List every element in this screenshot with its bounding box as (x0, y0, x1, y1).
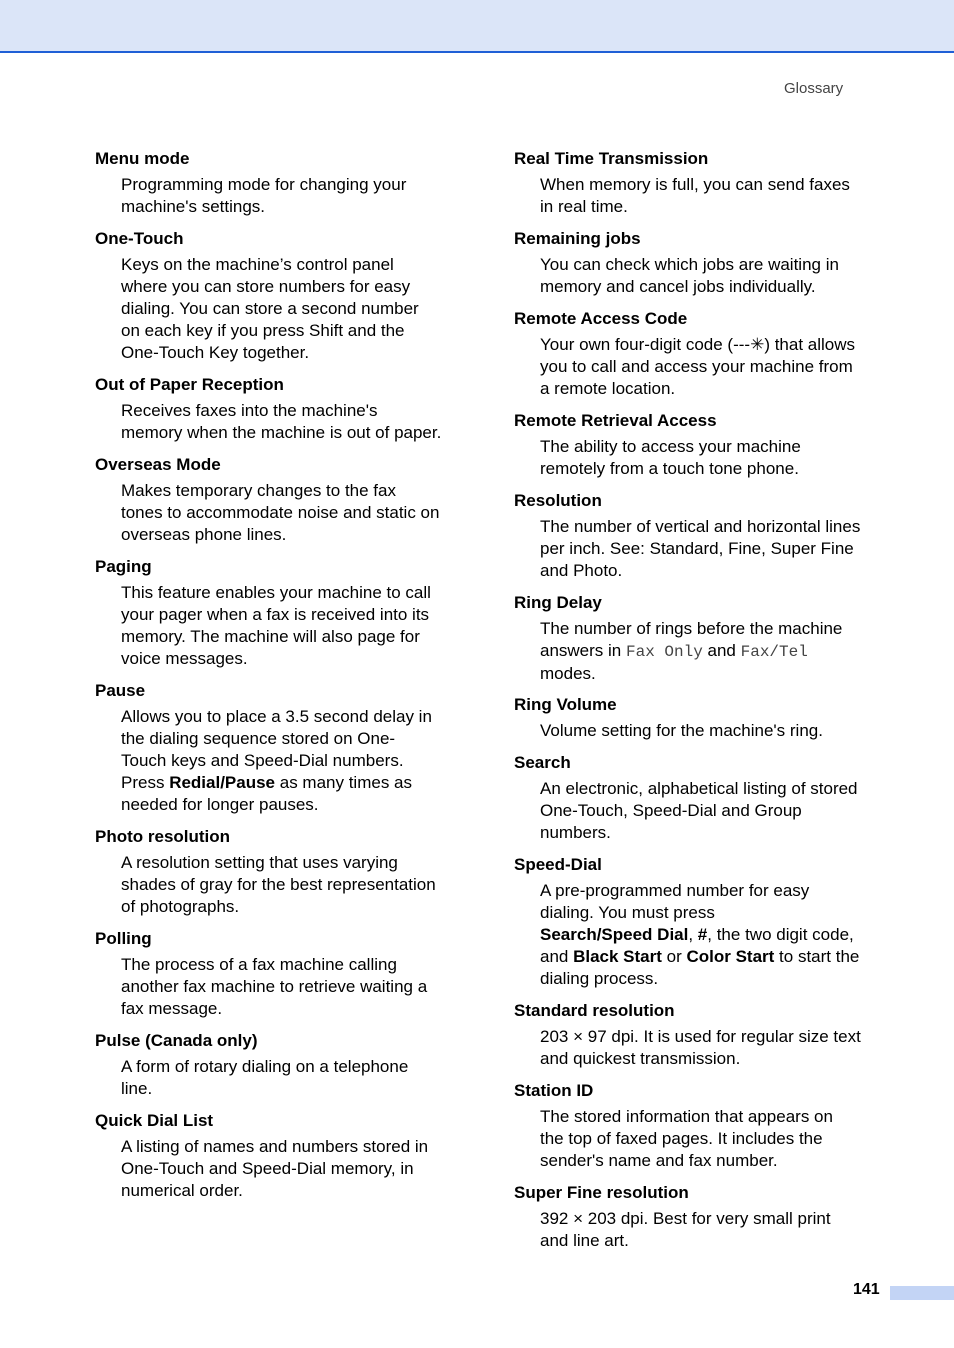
glossary-definition: A resolution setting that uses varying shades of gray for the best representation of photographs. (121, 853, 436, 916)
glossary-entry (514, 752, 884, 854)
glossary-column-left (95, 148, 465, 1202)
glossary-term: Search (514, 753, 571, 772)
glossary-entry (95, 680, 465, 826)
glossary-entry (514, 228, 884, 308)
glossary-definition: The number of vertical and horizontal lines per inch. See: Standard, Fine, Super Fine and Photo. (540, 517, 861, 580)
glossary-definition: You can check which jobs are waiting in memory and cancel jobs individually. (540, 255, 839, 296)
glossary-term: Remaining jobs (514, 229, 641, 248)
glossary-term: Real Time Transmission (514, 149, 709, 168)
glossary-entry (514, 1080, 884, 1182)
glossary-definition: A listing of names and numbers stored in One-Touch and Speed-Dial memory, in numerical order. (121, 1137, 429, 1200)
glossary-term: Photo resolution (95, 827, 231, 846)
glossary-entry (95, 826, 465, 928)
glossary-term: Out of Paper Reception (95, 375, 284, 394)
glossary-entry (95, 1110, 465, 1202)
glossary-term: Resolution (514, 491, 602, 510)
glossary-term: Station ID (514, 1081, 594, 1100)
glossary-definition: The ability to access your machine remotely from a touch tone phone. (540, 437, 801, 478)
glossary-definition: Allows you to place a 3.5 second delay in the dialing sequence stored on One- Touch keys and Speed-Dial numbers. Press Redial/Pause as many times as needed for longer pauses. (121, 707, 432, 814)
glossary-entry (514, 148, 884, 228)
key-name: Search/Speed Dial (540, 925, 689, 944)
mode-name: Fax/Tel (740, 643, 808, 661)
glossary-definition: Programming mode for changing your machine's settings. (121, 175, 407, 216)
glossary-term: Paging (95, 557, 152, 576)
glossary-term: Remote Retrieval Access (514, 411, 717, 430)
glossary-entry (514, 592, 884, 694)
glossary-entry (514, 694, 884, 752)
glossary-entry (95, 228, 465, 374)
glossary-definition: Keys on the machine’s control panel where you can store numbers for easy dialing. You can store a second number on each key if you press Shift and the One-Touch Key together. (121, 255, 419, 362)
asterisk-icon: ✳ (750, 335, 765, 354)
glossary-entry (514, 854, 884, 1000)
glossary-term: Pulse (Canada only) (95, 1031, 258, 1050)
glossary-definition: The process of a fax machine calling another fax machine to retrieve waiting a fax message. (121, 955, 428, 1018)
glossary-entry (514, 308, 884, 410)
glossary-entry (514, 1182, 884, 1252)
glossary-entry (95, 374, 465, 454)
glossary-term: Menu mode (95, 149, 190, 168)
glossary-definition: A pre-programmed number for easy dialing. You must press Search/Speed Dial, #, the two digit code, and Black Start or Color Start to start the dialing process. (540, 881, 860, 988)
glossary-definition: 203 × 97 dpi. It is used for regular size text and quickest transmission. (540, 1027, 861, 1068)
glossary-definition: The stored information that appears on the top of faxed pages. It includes the sender's name and fax number. (540, 1107, 833, 1170)
glossary-definition: Makes temporary changes to the fax tones to accommodate noise and static on overseas phone lines. (121, 481, 440, 544)
glossary-definition: Receives faxes into the machine's memory when the machine is out of paper. (121, 401, 442, 442)
mode-name: Fax Only (625, 643, 703, 661)
glossary-column-right (514, 148, 884, 1252)
glossary-term: Standard resolution (514, 1001, 675, 1020)
header-band (0, 0, 954, 53)
page-number: 141 (853, 1281, 880, 1298)
glossary-definition: This feature enables your machine to call your pager when a fax is received into its memory. The machine will also page for voice messages. (121, 583, 431, 668)
glossary-term: Speed-Dial (514, 855, 602, 874)
glossary-entry (95, 454, 465, 556)
glossary-entry (514, 410, 884, 490)
glossary-definition: Volume setting for the machine's ring. (540, 721, 823, 740)
glossary-definition: 392 × 203 dpi. Best for very small print and line art. (540, 1209, 831, 1250)
glossary-entry (95, 556, 465, 680)
key-name: Black Start (573, 947, 662, 966)
glossary-entry (514, 490, 884, 592)
glossary-definition: An electronic, alphabetical listing of stored One-Touch, Speed-Dial and Group numbers. (540, 779, 858, 842)
glossary-term: Super Fine resolution (514, 1183, 689, 1202)
glossary-entry (95, 928, 465, 1030)
glossary-definition: A form of rotary dialing on a telephone line. (121, 1057, 409, 1098)
glossary-term: Pause (95, 681, 146, 700)
key-name: Color Start (686, 947, 775, 966)
key-name: Redial/Pause (169, 773, 276, 792)
key-name: # (697, 925, 708, 944)
glossary-term: One-Touch (95, 229, 184, 248)
glossary-term: Remote Access Code (514, 309, 688, 328)
glossary-term: Ring Volume (514, 695, 617, 714)
page-tab-marker (890, 1286, 954, 1300)
glossary-entry (95, 1030, 465, 1110)
glossary-term: Polling (95, 929, 152, 948)
glossary-entry (95, 148, 465, 228)
glossary-term: Ring Delay (514, 593, 602, 612)
glossary-definition: Your own four-digit code (---✳) that allows you to call and access your machine from a remote location. (540, 335, 856, 398)
glossary-entry (514, 1000, 884, 1080)
glossary-term: Quick Dial List (95, 1111, 214, 1130)
glossary-definition: The number of rings before the machine answers in Fax Only and Fax/Tel modes. (540, 619, 843, 683)
glossary-term: Overseas Mode (95, 455, 221, 474)
section-title: Glossary (784, 80, 844, 97)
glossary-definition: When memory is full, you can send faxes in real time. (540, 175, 850, 216)
